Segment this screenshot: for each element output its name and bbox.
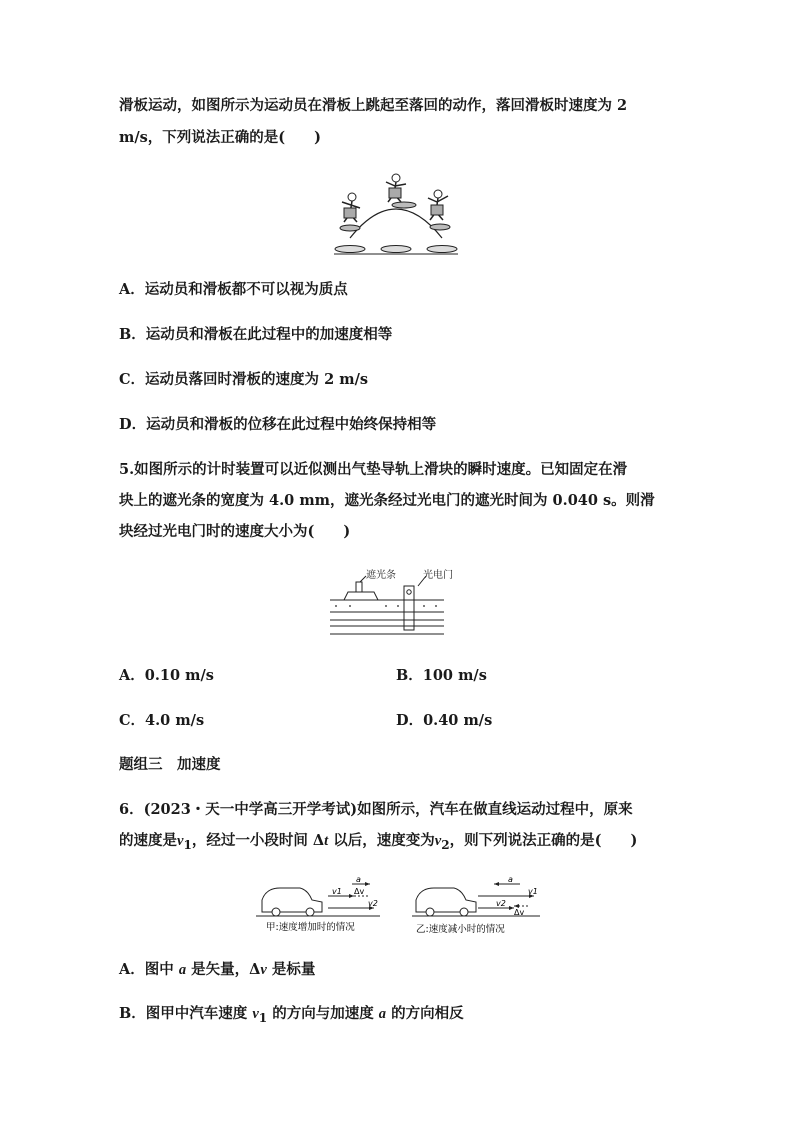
q6-line-2 [119,831,637,855]
right-v1-label: v1 [528,887,538,896]
q6-option-a-post: 是标量 [266,961,316,978]
dv-symbol: v [260,962,267,978]
v1-symbol-b: v [252,1006,259,1022]
section-heading: 题组三 加速度 [119,756,221,773]
v1-subscript-b: 1 [258,1010,268,1025]
v1-subscript: 1 [183,837,192,852]
q6-line-2-text-a: 的速度是 [119,832,177,849]
left-v1-label: v1 [332,887,342,896]
v2-symbol: v [434,833,442,849]
q6-option-b-text: B．图甲中汽车速度 [119,1005,253,1022]
q4-line-1: 滑板运动，如图所示为运动员在滑板上跳起至落回的动作，落回滑板时速度为 2 [119,97,628,114]
q5-option-c: C．4.0 m/s [119,712,205,729]
q6-option-a-text: A．图中 [119,961,179,978]
left-dv-label: Δv [354,887,365,896]
q4-line-2: m/s，下列说法正确的是( ) [119,129,322,146]
q5-option-d: D．0.40 m/s [396,712,493,729]
q4-option-c: C．运动员落回时滑板的速度为 2 m/s [119,371,369,388]
right-dv-label: Δv [514,908,525,917]
q4-option-b: B．运动员和滑板在此过程中的加速度相等 [119,326,393,343]
q6-option-a [119,960,315,980]
a-symbol-b: a [378,1006,387,1022]
q5-line-1: 5.如图所示的计时装置可以近似测出气垫导轨上滑块的瞬时速度。已知固定在滑 [119,461,628,478]
q5-line-3: 块经过光电门时的速度大小为( ) [119,523,351,540]
left-v2-label: v2 [368,899,378,908]
car-acceleration-figure [256,872,546,938]
a-symbol: a [178,962,187,978]
q6-line-2-text-b: ，经过一小段时间 Δ [191,832,325,849]
air-track-figure [328,564,453,640]
q6-line-1: 6．(2023・天一中学高三开学考试)如图所示，汽车在做直线运动过程中，原来 [119,801,633,818]
q6-option-a-mid: 是矢量，Δ [186,961,261,978]
q6-option-b [119,1004,464,1028]
q4-option-a: A．运动员和滑板都不可以视为质点 [119,281,348,298]
q4-option-d: D．运动员和滑板的位移在此过程中始终保持相等 [119,416,437,433]
left-a-label: a [356,875,361,884]
v1-symbol: v [177,833,184,849]
right-caption: 乙:速度减小时的情况 [416,924,505,935]
q6-option-b-post: 的方向相反 [386,1005,464,1022]
q6-line-2-text-c: 以后，速度变为 [328,832,435,849]
right-a-label: a [508,875,513,884]
v2-subscript: 2 [441,837,450,852]
left-caption: 甲:速度增加时的情况 [266,922,355,933]
q6-line-2-text-d: ，则下列说法正确的是( ) [449,832,638,849]
q5-line-2: 块上的遮光条的宽度为 4.0 mm，遮光条经过光电门的遮光时间为 0.040 s。则滑 [119,492,655,509]
q6-option-b-mid: 的方向与加速度 [267,1005,379,1022]
gate-label: 光电门 [423,570,453,581]
t-symbol: t [324,833,329,849]
right-v2-label: v2 [496,899,506,908]
q5-option-b: B．100 m/s [396,667,487,684]
q5-option-a: A．0.10 m/s [119,667,214,684]
skateboard-figure [330,172,462,258]
strip-label: 遮光条 [366,570,396,581]
